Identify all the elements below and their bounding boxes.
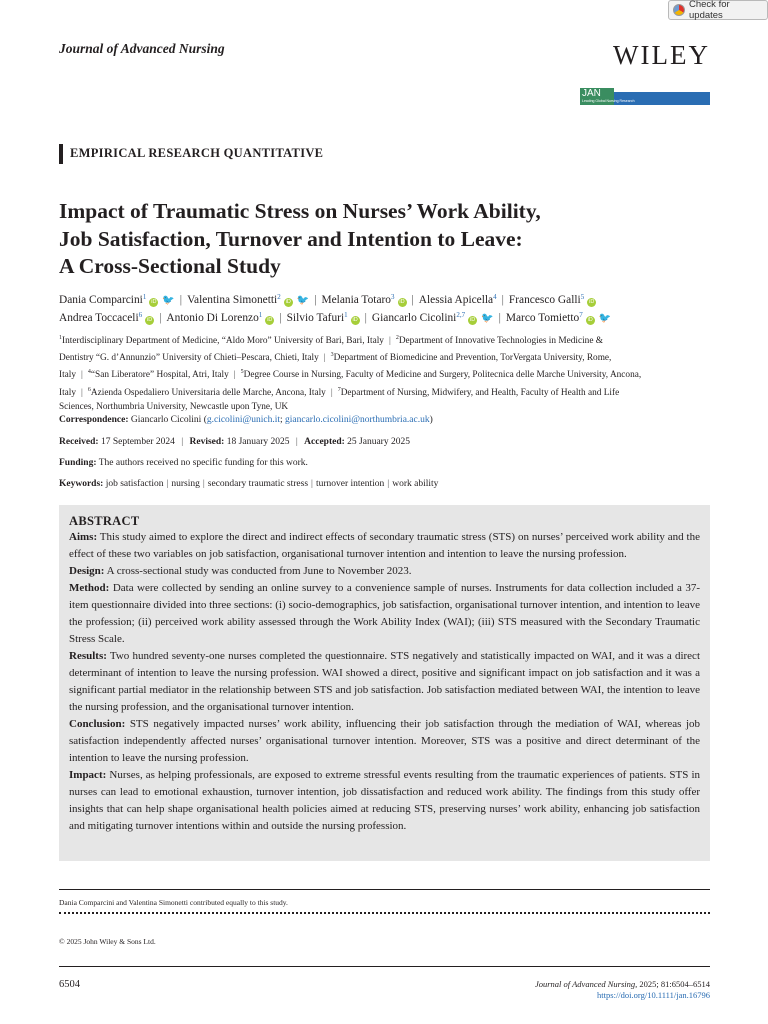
orcid-icon[interactable]: iD — [147, 317, 153, 323]
abstract-section-text: Two hundred seventy-one nurses completed the questionnaire. STS negatively and statistically impacted on WAI, and it was a direct determinant of intention to leave the nursing profession. WAI showed a direct, positive and significant impact on job satisfaction and it was a significant partial mediator in the relationship between STS and job satisfaction. Job satisfaction mediated between WAI, the intention to leave the nursing profession, and the organisational turnover intention. — [69, 650, 700, 713]
abstract-box — [59, 505, 710, 861]
affiliation-text: Italy — [59, 370, 77, 381]
received-date: 17 September 2024 — [100, 437, 175, 447]
keyword: turnover intention — [315, 479, 385, 489]
keyword: nursing — [171, 479, 200, 489]
author-affiliation-ref: 4 — [493, 293, 497, 301]
author-name: Dania Comparcini — [59, 294, 143, 306]
separator: | — [311, 479, 313, 489]
keyword: job satisfaction — [105, 479, 164, 489]
section-marker — [59, 144, 63, 164]
separator: | — [166, 479, 169, 489]
author-name: Melania Totaro — [321, 294, 391, 306]
abstract-section-label: Aims: — [69, 531, 98, 543]
correspondence-between: ; — [279, 415, 285, 425]
separator: | — [330, 387, 333, 398]
separator: | — [314, 294, 317, 306]
author-affiliation-ref: 2,7 — [456, 311, 466, 319]
author-list — [59, 290, 719, 326]
affiliation-text: Sciences, Northumbria University, Newcastle upon Tyne, UK — [59, 401, 289, 412]
abstract-section-label: Results: — [69, 650, 107, 662]
author-affiliation-ref: 3 — [391, 293, 395, 301]
author-affiliation-ref: 1 — [258, 311, 263, 319]
author-name: Valentina Simonetti — [187, 294, 278, 306]
affiliations — [59, 331, 709, 414]
abstract-section-label: Method: — [69, 582, 110, 594]
correspondence-open: ( — [203, 415, 207, 425]
abstract-section — [69, 716, 700, 767]
affiliation-number: 6 — [87, 386, 91, 393]
separator: | — [501, 294, 504, 306]
author-name: Marco Tomietto — [505, 312, 580, 324]
correspondence-close: ) — [429, 415, 433, 425]
affiliation-number: 2 — [395, 335, 399, 341]
twitter-icon[interactable]: 🐦 — [162, 295, 175, 306]
author-name: Francesco Galli — [508, 294, 581, 306]
affiliation-text: Department of Nursing, Midwifery, and Health, Faculty of Health and Life — [340, 387, 620, 398]
check-for-updates-button[interactable] — [668, 0, 768, 20]
author-line-2 — [59, 308, 719, 326]
separator: | — [179, 294, 183, 306]
affiliation-text: Degree Course in Nursing, Faculty of Medicine and Surgery, Politecnica delle Marche University, Ancona, — [243, 370, 642, 381]
affiliation-text: Department of Innovative Technologies in Medicine & — [398, 336, 603, 346]
journal-name: Journal of Advanced Nursing — [59, 41, 225, 56]
abstract-section-text: Nurses, as helping professionals, are exposed to extreme stressful events resulting from the traumatic experiences of patients. STS in nurses can lead to emotional exhaustion, turnover intention, job dissatisfaction and reduced work ability. The findings from this study offer insights that can help shape organisational health policies aimed at reducing STS, preserving nurses’ work ability, enhancing job satisfaction and mitigating turnover intentions within and outside the nursing profession. — [69, 769, 701, 832]
affiliation-number: 3 — [330, 352, 334, 359]
publisher-logo: WILEY — [613, 40, 710, 70]
abstract-section — [69, 529, 700, 563]
author-name: Antonio Di Lorenzo — [166, 312, 259, 324]
equal-contribution-note: Dania Comparcini and Valentina Simonetti contributed equally to this study. — [59, 898, 288, 907]
affiliation-line — [59, 331, 709, 348]
affiliation-number: 4 — [87, 369, 91, 376]
orcid-icon[interactable]: iD — [285, 299, 291, 305]
email-link-unich[interactable]: g.cicolini@unich.it — [206, 415, 280, 425]
author-name: Giancarlo Cicolini — [371, 312, 457, 324]
author-affiliation-ref: 1 — [344, 311, 348, 319]
author-name: Andrea Toccaceli — [59, 312, 139, 324]
orcid-icon[interactable]: iD — [352, 317, 358, 323]
funding — [59, 458, 308, 468]
author-name: Alessia Apicella — [418, 294, 494, 306]
author-affiliation-ref: 1 — [142, 293, 147, 301]
author-affiliation-ref: 5 — [580, 293, 585, 301]
abstract-section-text: Data were collected by sending an online survey to a convenience sample of nurses. Instruments for data collection included a 37-item questionnaire divided into three sections: (i) socio-demographics, job satisfaction, organisational turnover intention, and intention to leave the profession; (ii) perceived work ability assessed through the Work Ability Index (WAI); (iii) STS measured with the Secondary Traumatic Stress Scale. — [69, 582, 700, 645]
keyword: work ability — [392, 479, 439, 489]
separator: | — [279, 312, 282, 324]
accepted-label: Accepted: — [304, 437, 345, 447]
affiliation-text: Interdisciplinary Department of Medicine, “Aldo Moro” University of Bari, Bari, Italy — [62, 336, 384, 346]
article-type-label: EMPIRICAL RESEARCH QUANTITATIVE — [70, 146, 324, 160]
abstract-section — [69, 767, 700, 835]
jan-logo-tagline: Leading Global Nursing Research — [582, 99, 635, 103]
separator: | — [498, 312, 501, 324]
abstract-section-label: Design: — [69, 565, 105, 577]
affiliation-text: Italy — [59, 387, 77, 398]
separator: | — [233, 370, 236, 381]
footnote-rule — [59, 889, 710, 890]
affiliation-number: 5 — [240, 369, 244, 376]
twitter-icon[interactable]: 🐦 — [296, 295, 310, 306]
page-number: 6504 — [59, 979, 80, 990]
citation — [535, 979, 710, 1001]
check-for-updates-label: Check for updates — [689, 0, 730, 21]
orcid-icon[interactable]: iD — [151, 299, 157, 305]
separator: | — [411, 294, 414, 306]
affiliation-line — [59, 383, 709, 400]
correspondence — [59, 415, 433, 425]
keywords-label: Keywords: — [59, 479, 104, 489]
abstract-section-label: Conclusion: — [69, 718, 126, 730]
separator: | — [295, 437, 298, 447]
jan-logo-text: JAN — [582, 88, 601, 99]
article-dates — [59, 437, 410, 447]
email-link-northumbria[interactable]: giancarlo.cicolini@northumbria.ac.uk — [285, 415, 430, 425]
author-affiliation-ref: 7 — [579, 311, 583, 319]
footnote-dotted-rule — [59, 912, 710, 914]
affiliation-number: 1 — [59, 335, 62, 341]
title-line: Impact of Traumatic Stress on Nurses’ Work Ability, — [59, 199, 541, 223]
separator: | — [81, 370, 83, 381]
funding-text: The authors received no specific funding for this work. — [98, 458, 308, 468]
keyword: secondary traumatic stress — [207, 479, 309, 489]
accepted-date: 25 January 2025 — [347, 437, 410, 447]
separator: | — [181, 437, 184, 447]
abstract-section-text: A cross-sectional study was conducted from June to November 2023. — [106, 565, 412, 577]
revised-label: Revised: — [189, 437, 225, 447]
affiliation-text: Azienda Ospedaliero Universitaria delle Marche, Ancona, Italy — [90, 387, 326, 398]
separator: | — [364, 312, 367, 324]
twitter-icon[interactable]: 🐦 — [598, 313, 612, 324]
doi-link[interactable]: https://doi.org/10.1111/jan.16796 — [597, 990, 710, 1000]
affiliation-line — [59, 365, 709, 382]
author-line-1 — [59, 290, 719, 308]
footer-rule — [59, 966, 710, 967]
author-affiliation-ref: 6 — [138, 311, 143, 319]
abstract-section — [69, 580, 700, 648]
orcid-icon[interactable]: iD — [470, 317, 476, 323]
citation-details: 2025; 81:6504–6514 — [637, 979, 710, 989]
affiliation-text: Department of Biomedicine and Prevention, TorVergata University, Rome, — [333, 353, 612, 364]
author-affiliation-ref: 2 — [277, 293, 281, 301]
abstract-heading: ABSTRACT — [69, 514, 140, 528]
separator: | — [387, 479, 390, 489]
separator: | — [323, 353, 326, 364]
affiliation-text: “San Liberatore” Hospital, Atri, Italy — [90, 370, 229, 381]
title-line: Job Satisfaction, Turnover and Intention to Leave: — [59, 226, 523, 251]
revised-date: 18 January 2025 — [226, 437, 290, 447]
jan-logo — [580, 88, 635, 105]
copyright: © 2025 John Wiley & Sons Ltd. — [59, 937, 156, 946]
separator: | — [81, 387, 83, 398]
abstract-section-text: STS negatively impacted nurses’ work ability, influencing their job satisfaction through the mediation of WAI, whereas job satisfaction independently affected nurses’ organisational turnover intention. Moreover, STS was a positive and direct determinant of the intention to leave the nursing profession. — [69, 718, 701, 764]
orcid-icon[interactable]: iD — [587, 317, 593, 323]
citation-journal: Journal of Advanced Nursing, — [534, 979, 638, 989]
abstract-section — [69, 648, 700, 716]
title-line: A Cross-Sectional Study — [59, 254, 281, 278]
funding-label: Funding: — [59, 458, 97, 468]
author-name: Silvio Tafuri — [286, 312, 345, 324]
orcid-icon[interactable]: iD — [267, 317, 273, 323]
affiliation-text: Dentistry “G. d’Annunzio” University of Chieti–Pescara, Chieti, Italy — [59, 353, 319, 364]
correspondence-name: Giancarlo Cicolini — [130, 415, 202, 425]
affiliation-line — [59, 348, 709, 365]
orcid-icon[interactable]: iD — [399, 299, 405, 305]
abstract-section-text: This study aimed to explore the direct and indirect effects of secondary traumatic stress (STS) on nurses’ perceived work ability and the effect of these two variables on job satisfaction, organisational turnover intention and intention to leave the nursing profession. — [69, 531, 700, 560]
affiliation-line — [59, 400, 709, 414]
orcid-icon[interactable]: iD — [589, 299, 595, 305]
separator: | — [388, 336, 391, 346]
twitter-icon[interactable]: 🐦 — [481, 313, 494, 324]
article-title — [59, 198, 709, 281]
abstract-section — [69, 563, 700, 580]
abstract-section-label: Impact: — [69, 769, 107, 781]
correspondence-label: Correspondence: — [59, 415, 129, 425]
jan-badge — [580, 88, 710, 105]
separator: | — [202, 479, 205, 489]
affiliation-number: 7 — [337, 386, 341, 393]
crossmark-icon — [673, 4, 685, 16]
received-label: Received: — [59, 437, 99, 447]
separator: | — [159, 312, 162, 324]
keywords — [59, 479, 438, 489]
